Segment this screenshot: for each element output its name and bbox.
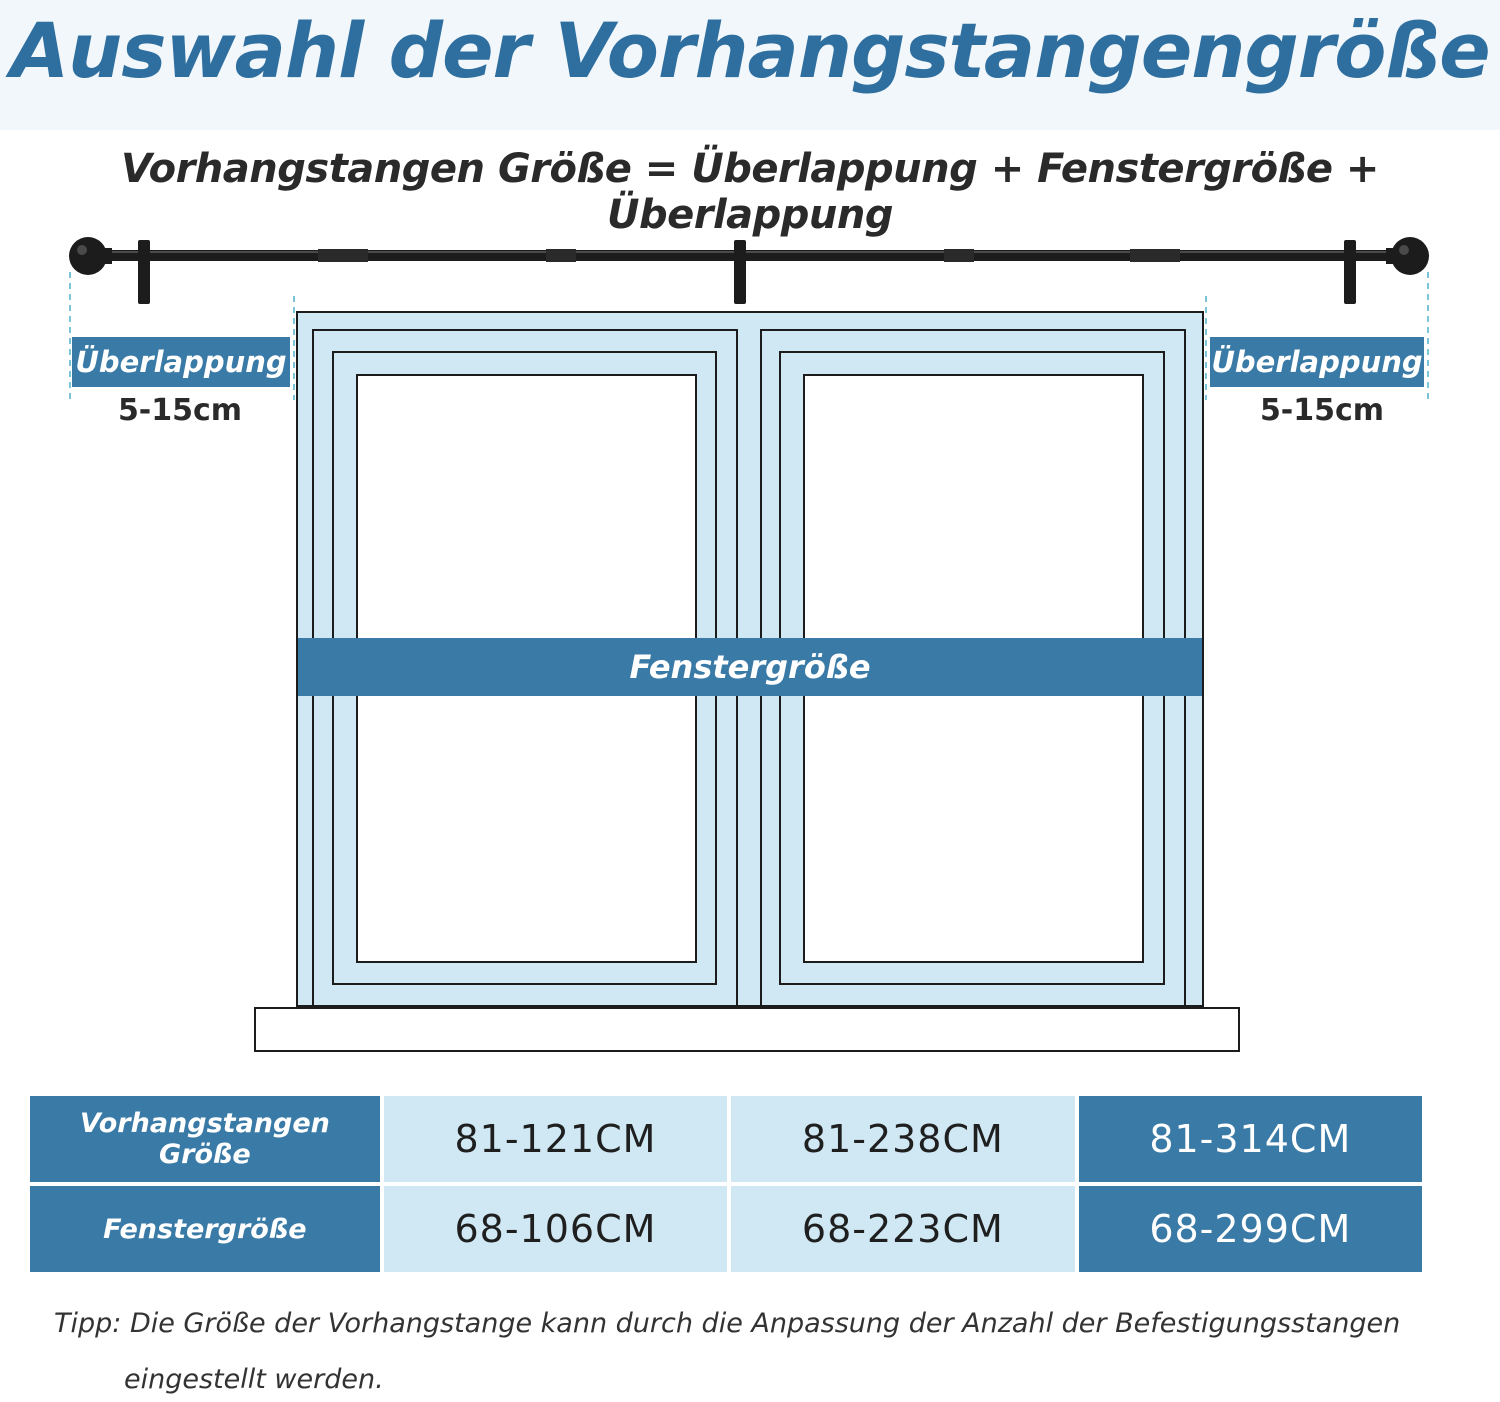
- table-row-label: Vorhangstangen Größe: [30, 1096, 380, 1182]
- overlap-label-left: Überlappung: [72, 337, 290, 387]
- table-cell: 68-106CM: [384, 1182, 727, 1272]
- table-row: [30, 1182, 1422, 1272]
- table-row-label: Fenstergröße: [30, 1182, 380, 1272]
- overlap-value-right: 5-15cm: [1259, 393, 1385, 428]
- table-cell: 81-314CM: [1079, 1096, 1422, 1182]
- tip-text: Tipp: Die Größe der Vorhangstange kann durch die Anpassung der Anzahl der Befestigungsstangen: [54, 1308, 1401, 1339]
- table-cell: 68-223CM: [731, 1182, 1074, 1272]
- window-size-band: Fenstergröße: [298, 638, 1202, 696]
- size-table: [26, 1096, 1426, 1272]
- page-title: Auswahl der Vorhangstangengröße: [10, 6, 1490, 95]
- rod-finial-icon: [69, 237, 112, 275]
- window-sill: [255, 1008, 1239, 1051]
- rod-finial-icon: [1386, 237, 1429, 275]
- table-cell: 81-121CM: [384, 1096, 727, 1182]
- overlap-label-right: Überlappung: [1210, 337, 1424, 387]
- overlap-value-left: 5-15cm: [117, 393, 243, 428]
- curtain-rod-icon: [69, 237, 1429, 304]
- size-formula: Vorhangstangen Größe = Überlappung + Fenstergröße + Überlappung: [121, 146, 1379, 238]
- table-row: [30, 1096, 1422, 1182]
- table-cell: 81-238CM: [731, 1096, 1074, 1182]
- table-cell: 68-299CM: [1079, 1182, 1422, 1272]
- tip-text-continued: eingestellt werden.: [124, 1364, 384, 1395]
